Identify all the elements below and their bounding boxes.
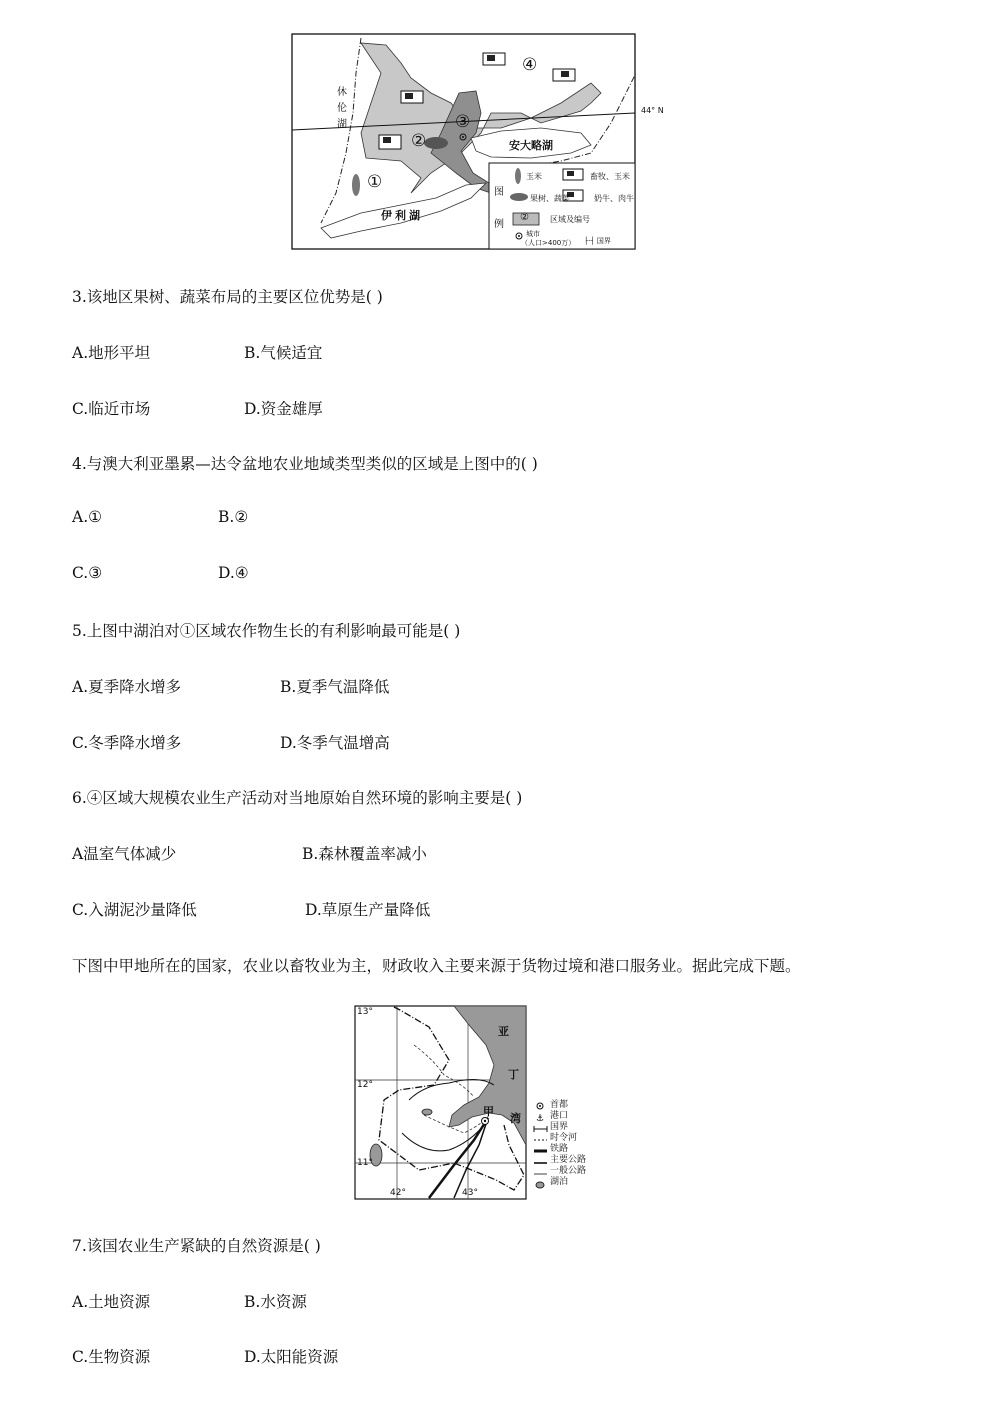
cow-icon: [553, 69, 575, 81]
legend-corn-icon: [515, 168, 521, 184]
question-5-option-a[interactable]: A.夏季降水增多: [72, 678, 182, 696]
question-4-option-c[interactable]: C.③: [72, 564, 103, 582]
legend-border-icon: [534, 1126, 547, 1132]
legend-border: ├·┤ 国界: [584, 237, 611, 245]
legend-region-sample: ②: [520, 212, 529, 223]
question-7-option-c[interactable]: C.生物资源: [72, 1348, 151, 1366]
gulf-label-ding: 丁: [508, 1068, 519, 1081]
legend-border: 国界: [550, 1122, 569, 1132]
legend-port-icon: [536, 1114, 544, 1124]
gulf-label-wan: 湾: [510, 1112, 521, 1125]
legend-capital: 首都: [550, 1100, 569, 1110]
legend-lake-icon: [536, 1182, 544, 1188]
legend-port: 港口: [550, 1111, 569, 1121]
question-6-option-a[interactable]: A温室气体减少: [72, 845, 177, 863]
latitude-12-label: 12°: [357, 1080, 373, 1090]
fruit-vegetable-icon: [424, 137, 448, 149]
lake-huron-label: 休 伦 湖: [337, 87, 347, 130]
region-1-label: ①: [367, 172, 383, 192]
legend-city-note: （人口>400万）: [521, 239, 576, 247]
cow-icon: [483, 53, 505, 65]
question-3-option-b[interactable]: B.气候适宜: [244, 344, 323, 362]
question-3-stem: 3.该地区果树、蔬菜布局的主要区位优势是( ): [72, 288, 383, 306]
legend-general-road: 一般公路: [550, 1166, 587, 1176]
cow-icon: [379, 135, 401, 149]
jia-label: 甲: [483, 1105, 494, 1118]
legend-capital-icon: [537, 1103, 543, 1109]
question-3-option-c[interactable]: C.临近市场: [72, 400, 151, 418]
question-6-option-b[interactable]: B.森林覆盖率减小: [302, 845, 427, 863]
question-5-option-d[interactable]: D.冬季气温增高: [280, 734, 390, 752]
map2-legend: [550, 1100, 586, 1188]
question-6-stem: 6.④区域大规模农业生产活动对当地原始自然环境的影响主要是( ): [72, 789, 523, 807]
latitude-label: 44° N: [641, 106, 664, 115]
longitude-43-label: 43°: [462, 1188, 478, 1198]
question-4-option-a[interactable]: A.①: [72, 508, 103, 526]
legend-seasonal-river: 时令河: [550, 1133, 578, 1143]
question-5-option-b[interactable]: B.夏季气温降低: [280, 678, 390, 696]
legend-lake: 湖泊: [550, 1177, 569, 1187]
legend-fruit-veg: 果树、蔬菜: [530, 194, 570, 203]
question-7-option-d[interactable]: D.太阳能资源: [244, 1348, 339, 1366]
gulf-label-ya: 亚: [498, 1025, 509, 1038]
lake-small: [422, 1109, 432, 1115]
question-6-option-c[interactable]: C.入湖泥沙量降低: [72, 901, 197, 919]
region-2-label: ②: [411, 131, 427, 151]
question-3-option-a[interactable]: A.地形平坦: [72, 344, 151, 362]
question-7-option-b[interactable]: B.水资源: [244, 1293, 307, 1311]
legend-main-road: 主要公路: [550, 1155, 587, 1165]
lake-erie-label: 伊利湖: [381, 209, 423, 222]
great-lakes-agriculture-map: [291, 33, 643, 251]
legend-railway: 铁路: [550, 1144, 569, 1154]
legend-corn: 玉米: [526, 172, 542, 181]
region-4-label: ④: [522, 55, 538, 75]
intro-paragraph: 下图中甲地所在的国家，农业以畜牧业为主，财政收入主要来源于货物过境和港口服务业。据此完成下题。: [72, 957, 801, 975]
question-7-stem: 7.该国农业生产紧缺的自然资源是( ): [72, 1237, 321, 1255]
latitude-13-label: 13°: [357, 1007, 373, 1017]
question-5-stem: 5.上图中湖泊对①区域农作物生长的有利影响最可能是( ): [72, 622, 461, 640]
lake-ontario-label: 安大略湖: [509, 139, 553, 152]
legend-city: 城市: [526, 230, 540, 238]
legend-title-1: 图: [494, 187, 504, 198]
legend-region: 区域及编号: [550, 215, 590, 224]
cow-icon: [401, 91, 423, 103]
question-4-option-d[interactable]: D.④: [218, 564, 249, 582]
legend-livestock-corn: 畜牧、玉米: [590, 172, 630, 181]
latitude-11-label: 11°: [357, 1158, 373, 1168]
legend-title-2: 例: [494, 219, 504, 230]
longitude-42-label: 42°: [390, 1188, 406, 1198]
legend-dairy-beef: 奶牛、肉牛: [594, 194, 634, 203]
question-5-option-c[interactable]: C.冬季降水增多: [72, 734, 182, 752]
question-6-option-d[interactable]: D.草原生产量降低: [305, 901, 431, 919]
region-3-label: ③: [455, 112, 471, 132]
corn-icon: [352, 174, 360, 196]
question-4-stem: 4.与澳大利亚墨累—达令盆地农业地域类型类似的区域是上图中的( ): [72, 455, 538, 473]
legend-cow-icon: [563, 169, 583, 180]
question-4-option-b[interactable]: B.②: [218, 508, 249, 526]
question-7-option-a[interactable]: A.土地资源: [72, 1293, 151, 1311]
svg-text:⚓: ⚓: [536, 1114, 545, 1124]
legend-fruit-icon: [510, 193, 528, 201]
question-3-option-d[interactable]: D.资金雄厚: [244, 400, 323, 418]
